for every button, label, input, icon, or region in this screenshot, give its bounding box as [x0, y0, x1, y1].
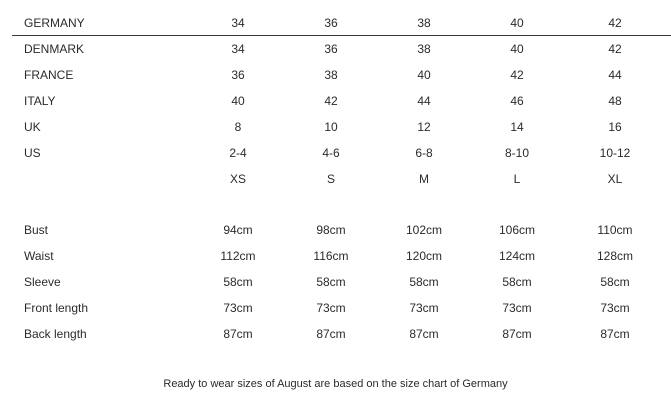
cell-denmark-5: 42 [608, 42, 622, 56]
row-label-us: US [24, 146, 41, 160]
cell-france-3: 40 [417, 68, 431, 82]
row-label-france: FRANCE [24, 68, 74, 82]
row-label-back-length: Back length [24, 327, 87, 341]
cell-uk-2: 10 [324, 120, 338, 134]
measure-row-back-length [0, 324, 671, 344]
cell-back-length-5: 87cm [600, 327, 630, 341]
header-divider [12, 35, 671, 36]
cell-italy-2: 42 [324, 94, 338, 108]
size-chart-footnote: Ready to wear sizes of August are based on the size chart of Germany [163, 378, 508, 390]
row-label-uk: UK [24, 120, 41, 134]
cell-us-3: 6-8 [415, 146, 433, 160]
size-row-uk [0, 117, 671, 137]
cell-front-length-3: 73cm [409, 301, 439, 315]
cell-us-4: 8-10 [504, 146, 530, 160]
cell-letter-2: S [326, 172, 335, 186]
cell-germany-5: 42 [608, 16, 622, 30]
size-row-denmark [0, 39, 671, 59]
measure-row-bust [0, 220, 671, 240]
cell-bust-1: 94cm [223, 223, 253, 237]
row-label-germany: GERMANY [24, 16, 85, 30]
cell-uk-3: 12 [417, 120, 431, 134]
cell-france-4: 42 [510, 68, 524, 82]
cell-denmark-2: 36 [324, 42, 338, 56]
cell-uk-1: 8 [234, 120, 242, 134]
cell-sleeve-2: 58cm [316, 275, 346, 289]
cell-germany-1: 34 [231, 16, 245, 30]
cell-front-length-5: 73cm [600, 301, 630, 315]
cell-front-length-4: 73cm [502, 301, 532, 315]
cell-waist-4: 124cm [498, 249, 536, 263]
cell-waist-1: 112cm [220, 249, 256, 263]
cell-germany-3: 38 [417, 16, 431, 30]
cell-italy-1: 40 [231, 94, 245, 108]
size-row-us [0, 143, 671, 163]
cell-letter-4: L [513, 172, 521, 186]
row-label-italy: ITALY [24, 94, 56, 108]
cell-us-5: 10-12 [599, 146, 631, 160]
cell-letter-5: XL [607, 172, 623, 186]
size-row-germany [0, 13, 671, 33]
cell-us-1: 2-4 [229, 146, 247, 160]
cell-italy-4: 46 [510, 94, 524, 108]
cell-denmark-4: 40 [510, 42, 524, 56]
cell-back-length-1: 87cm [223, 327, 253, 341]
cell-sleeve-5: 58cm [600, 275, 630, 289]
size-row-italy [0, 91, 671, 111]
cell-bust-3: 102cm [405, 223, 443, 237]
cell-back-length-2: 87cm [316, 327, 346, 341]
row-label-front-length: Front length [24, 301, 89, 315]
cell-uk-4: 14 [510, 120, 524, 134]
cell-front-length-2: 73cm [316, 301, 346, 315]
measure-row-waist [0, 246, 671, 266]
cell-waist-5: 128cm [596, 249, 634, 263]
cell-denmark-1: 34 [231, 42, 245, 56]
measure-row-sleeve [0, 272, 671, 292]
cell-germany-4: 40 [510, 16, 524, 30]
row-label-waist: Waist [24, 249, 54, 263]
cell-italy-3: 44 [417, 94, 431, 108]
cell-denmark-3: 38 [417, 42, 431, 56]
cell-sleeve-3: 58cm [409, 275, 439, 289]
cell-sleeve-4: 58cm [502, 275, 532, 289]
row-label-denmark: DENMARK [24, 42, 85, 56]
cell-letter-3: M [419, 172, 429, 186]
row-label-sleeve: Sleeve [24, 275, 61, 289]
cell-waist-2: 116cm [313, 249, 349, 263]
cell-back-length-4: 87cm [502, 327, 532, 341]
cell-italy-5: 48 [608, 94, 622, 108]
cell-france-1: 36 [231, 68, 245, 82]
cell-uk-5: 16 [608, 120, 622, 134]
cell-front-length-1: 73cm [223, 301, 253, 315]
cell-bust-5: 110cm [597, 223, 633, 237]
cell-waist-3: 120cm [405, 249, 443, 263]
size-row-france [0, 65, 671, 85]
cell-bust-4: 106cm [498, 223, 536, 237]
cell-bust-2: 98cm [316, 223, 346, 237]
cell-sleeve-1: 58cm [223, 275, 253, 289]
cell-france-5: 44 [608, 68, 622, 82]
size-row-letter [0, 169, 671, 189]
measure-row-front-length [0, 298, 671, 318]
cell-us-2: 4-6 [322, 146, 340, 160]
row-label-bust: Bust [24, 223, 49, 237]
cell-france-2: 38 [324, 68, 338, 82]
cell-back-length-3: 87cm [409, 327, 439, 341]
cell-letter-1: XS [229, 172, 246, 186]
cell-germany-2: 36 [324, 16, 338, 30]
